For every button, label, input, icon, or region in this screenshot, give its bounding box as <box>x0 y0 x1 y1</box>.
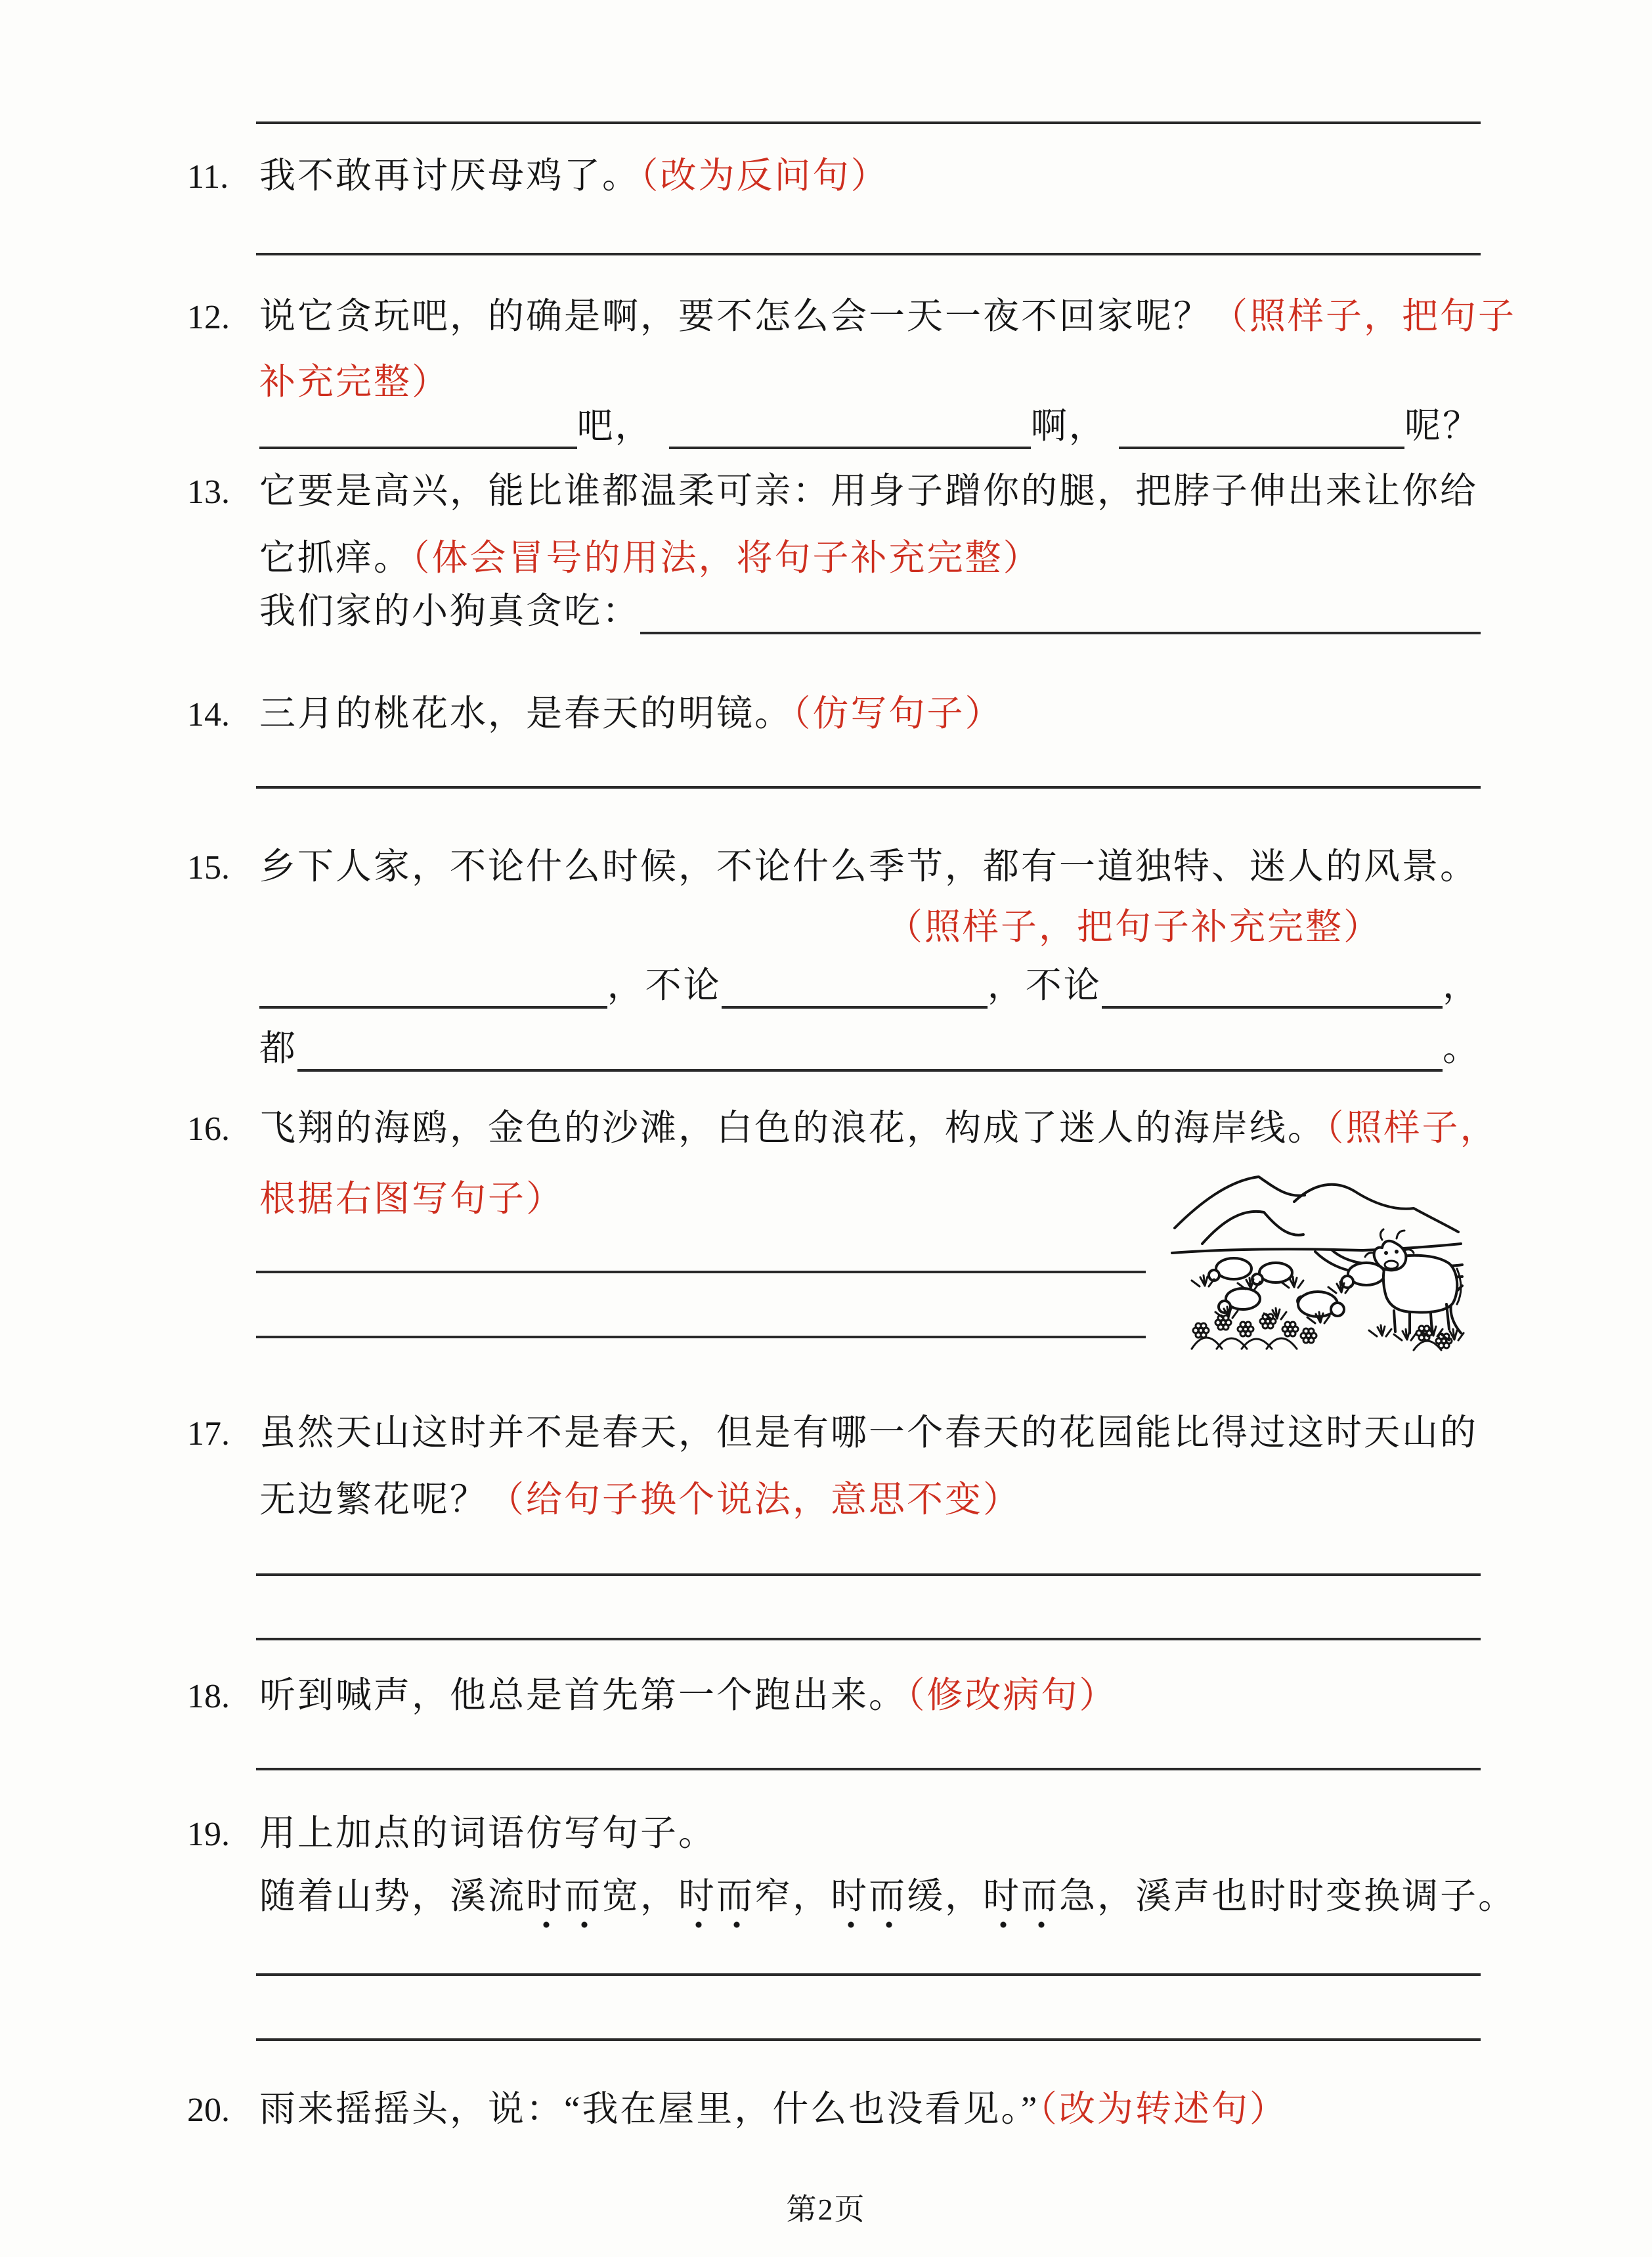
question-17-number: 17. <box>187 1415 230 1453</box>
answer-line-q14[interactable] <box>256 786 1481 789</box>
plain-text: 急，溪声也时时变换调子。 <box>1059 1876 1517 1916</box>
answer-line-q17-1[interactable] <box>256 1573 1481 1576</box>
plain-text: 窄， <box>754 1876 831 1916</box>
question-12-text: 说它贪玩吧，的确是啊，要不怎么会一天一夜不回家呢？ <box>259 296 1212 336</box>
plain-text: 随着山势，溪流 <box>259 1876 527 1916</box>
fill-text-ba: 吧， <box>576 406 653 446</box>
fill-text-a: 啊， <box>1030 406 1107 446</box>
answer-line-prev-question[interactable] <box>256 121 1481 124</box>
question-15-fill-row2 <box>259 1027 1481 1072</box>
question-20-text: 雨来摇摇头，说：“我在屋里，什么也没看见。” <box>259 2089 1039 2129</box>
question-15-line1 <box>187 846 1478 889</box>
answer-blank[interactable] <box>669 405 1031 449</box>
question-14 <box>187 693 1003 736</box>
question-18-number: 18. <box>187 1678 230 1715</box>
answer-line-q11[interactable] <box>256 253 1481 255</box>
question-20 <box>187 2088 1288 2132</box>
question-13-fill-row <box>259 590 1481 634</box>
question-17-line2 <box>259 1479 1021 1521</box>
question-18-annotation: （修改病句） <box>907 1675 1118 1715</box>
question-16-annotation-part2: 根据右图写句子） <box>259 1179 565 1219</box>
answer-blank[interactable] <box>1102 964 1443 1009</box>
page-number: 第2页 <box>786 2193 866 2226</box>
question-13-text-line2: 它抓痒。 <box>259 538 412 578</box>
question-12-fill-row <box>259 405 1481 449</box>
question-16-line1 <box>187 1107 1498 1150</box>
answer-blank[interactable] <box>722 964 988 1009</box>
answer-line-q17-2[interactable] <box>256 1638 1481 1640</box>
pasture-illustration <box>1165 1157 1466 1357</box>
question-15-number: 15. <box>187 849 230 887</box>
answer-line-q16-2[interactable] <box>256 1336 1146 1338</box>
emphasized-word: 时而 <box>678 1875 754 1929</box>
question-12-annotation-part2: 补充完整） <box>259 362 450 402</box>
question-13-number: 13. <box>187 473 230 511</box>
question-14-number: 14. <box>187 696 230 734</box>
question-20-number: 20. <box>187 2092 230 2129</box>
question-19-line1 <box>187 1812 716 1856</box>
question-14-text: 三月的桃花水，是春天的明镜。 <box>259 693 793 734</box>
emphasized-word: 时而 <box>831 1875 907 1929</box>
question-13-line2 <box>259 537 1041 579</box>
question-11 <box>187 155 889 198</box>
question-13-annotation: （体会冒号的用法，将句子补充完整） <box>412 538 1041 578</box>
question-15-text: 乡下人家，不论什么时候，不论什么季节，都有一道独特、迷人的风景。 <box>259 846 1479 887</box>
answer-blank[interactable] <box>1119 405 1404 449</box>
emphasized-word: 时而 <box>983 1875 1059 1929</box>
question-13-prompt: 我们家的小狗真贪吃： <box>259 591 641 631</box>
question-14-annotation: （仿写句子） <box>793 693 1003 734</box>
question-19-number: 19. <box>187 1816 230 1853</box>
question-19-text-line1: 用上加点的词语仿写句子。 <box>259 1813 717 1853</box>
emphasized-word: 时而 <box>526 1875 602 1929</box>
answer-blank[interactable] <box>297 1027 1443 1072</box>
question-16-number: 16. <box>187 1110 230 1148</box>
answer-blank[interactable] <box>640 590 1481 634</box>
question-17-text-line2: 无边繁花呢？ <box>259 1479 489 1520</box>
question-15-annotation: （照样子，把句子补充完整） <box>886 907 1382 947</box>
question-11-annotation: （改为反问句） <box>640 156 889 196</box>
answer-blank[interactable] <box>259 964 607 1009</box>
fill-text-period: 。 <box>1442 1028 1481 1068</box>
question-19-example-sentence <box>259 1875 1516 1929</box>
question-13-line1 <box>187 470 1478 514</box>
fill-text-ne: 呢？ <box>1404 406 1481 446</box>
answer-line-q19-1[interactable] <box>256 1973 1481 1976</box>
question-11-text: 我不敢再讨厌母鸡了。 <box>259 156 641 196</box>
plain-text: 缓， <box>907 1876 984 1916</box>
question-16-annotation-part1: （照样子， <box>1326 1108 1498 1148</box>
plain-text: 宽， <box>602 1876 679 1916</box>
fill-text-bulun-2: ，不论 <box>987 965 1102 1005</box>
question-18 <box>187 1675 1118 1718</box>
answer-line-q16-1[interactable] <box>256 1271 1146 1273</box>
question-15-fill-row1 <box>259 964 1481 1009</box>
question-12-number: 12. <box>187 299 230 336</box>
question-12-annotation-part1: （照样子，把句子 <box>1211 296 1517 336</box>
question-18-text: 听到喊声，他总是首先第一个跑出来。 <box>259 1675 907 1715</box>
fill-text-comma: ， <box>1442 965 1481 1005</box>
answer-line-q19-2[interactable] <box>256 2038 1481 2041</box>
question-16-text: 飞翔的海鸥，金色的沙滩，白色的浪花，构成了迷人的海岸线。 <box>259 1108 1326 1148</box>
question-12-line1 <box>187 296 1516 339</box>
question-20-annotation: （改为转述句） <box>1039 2089 1288 2129</box>
question-17-text-line1: 虽然天山这时并不是春天，但是有哪一个春天的花园能比得过这时天山的 <box>259 1413 1479 1453</box>
answer-blank[interactable] <box>259 405 577 449</box>
fill-text-dou: 都 <box>259 1028 298 1068</box>
question-17-annotation: （给句子换个说法，意思不变） <box>488 1479 1022 1520</box>
question-11-number: 11. <box>187 158 229 196</box>
answer-line-q18[interactable] <box>256 1768 1481 1770</box>
question-13-text-line1: 它要是高兴，能比谁都温柔可亲：用身子蹭你的腿，把脖子伸出来让你给 <box>259 471 1479 511</box>
question-17-line1 <box>187 1412 1478 1455</box>
fill-text-bulun-1: ，不论 <box>607 965 722 1005</box>
